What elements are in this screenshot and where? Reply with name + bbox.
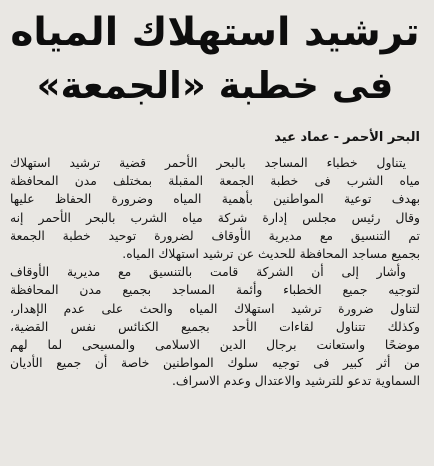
paragraph-2 [10,263,420,390]
body-line: بجميع مساجد المحافظة للحديث عن ترشيد استهلاك المياه. [122,246,420,261]
body-line: وقال رئيس مجلس إدارة شركة مياه الشرب بالبحر الأحمر إنه [10,210,420,225]
byline [10,128,420,148]
headline [10,6,420,112]
headline-line-1: ترشيد استهلاك المياه [10,10,420,55]
body-line: من أثر كبير فى توجيه سلوك المواطنين خاصة أن جميع الأديان [10,356,420,371]
paragraph-1 [10,154,420,263]
body-line: بهدف توعية المواطنين بأهمية المياه وضرورة الحفاظ عليها [10,192,420,207]
headline-line-2: فى خطبة «الجمعة» [36,64,394,107]
body-line: يتناول خطباء المساجد بالبحر الأحمر قضية ترشيد استهلاك [10,156,406,170]
byline-author: عماد عيد [274,130,330,145]
body-line: لتوجيه جميع الخطباء وأئمة المساجد بجميع مدن المحافظة [10,283,420,298]
byline-separator: - [333,130,340,145]
byline-location: البحر الأحمر [343,130,420,145]
body-line: تم التنسيق مع مديرية الأوقاف لضرورة توحيد خطبة الجمعة [10,228,420,243]
body-line: وأشار إلى أن الشركة قامت بالتنسيق مع مديرية الأوقاف [10,265,406,280]
body-line: مياه الشرب فى خطبة الجمعة المقبلة بمختلف مدن المحافظة [10,174,420,189]
body-line: موضحًا واستعانت برجال الدين الاسلامى والمسيحى لما لهم [10,337,420,352]
body-line: وكذلك تتناول لقاءات الأحد بجميع الكنائس نفس القضية، [10,319,420,334]
article-body [10,154,420,390]
body-line: لتناول ضرورة ترشيد استهلاك المياه والحث على عدم الإهدار، [10,301,420,316]
body-line: السماوية تدعو للترشيد والاعتدال وعدم الاسراف. [172,374,420,389]
